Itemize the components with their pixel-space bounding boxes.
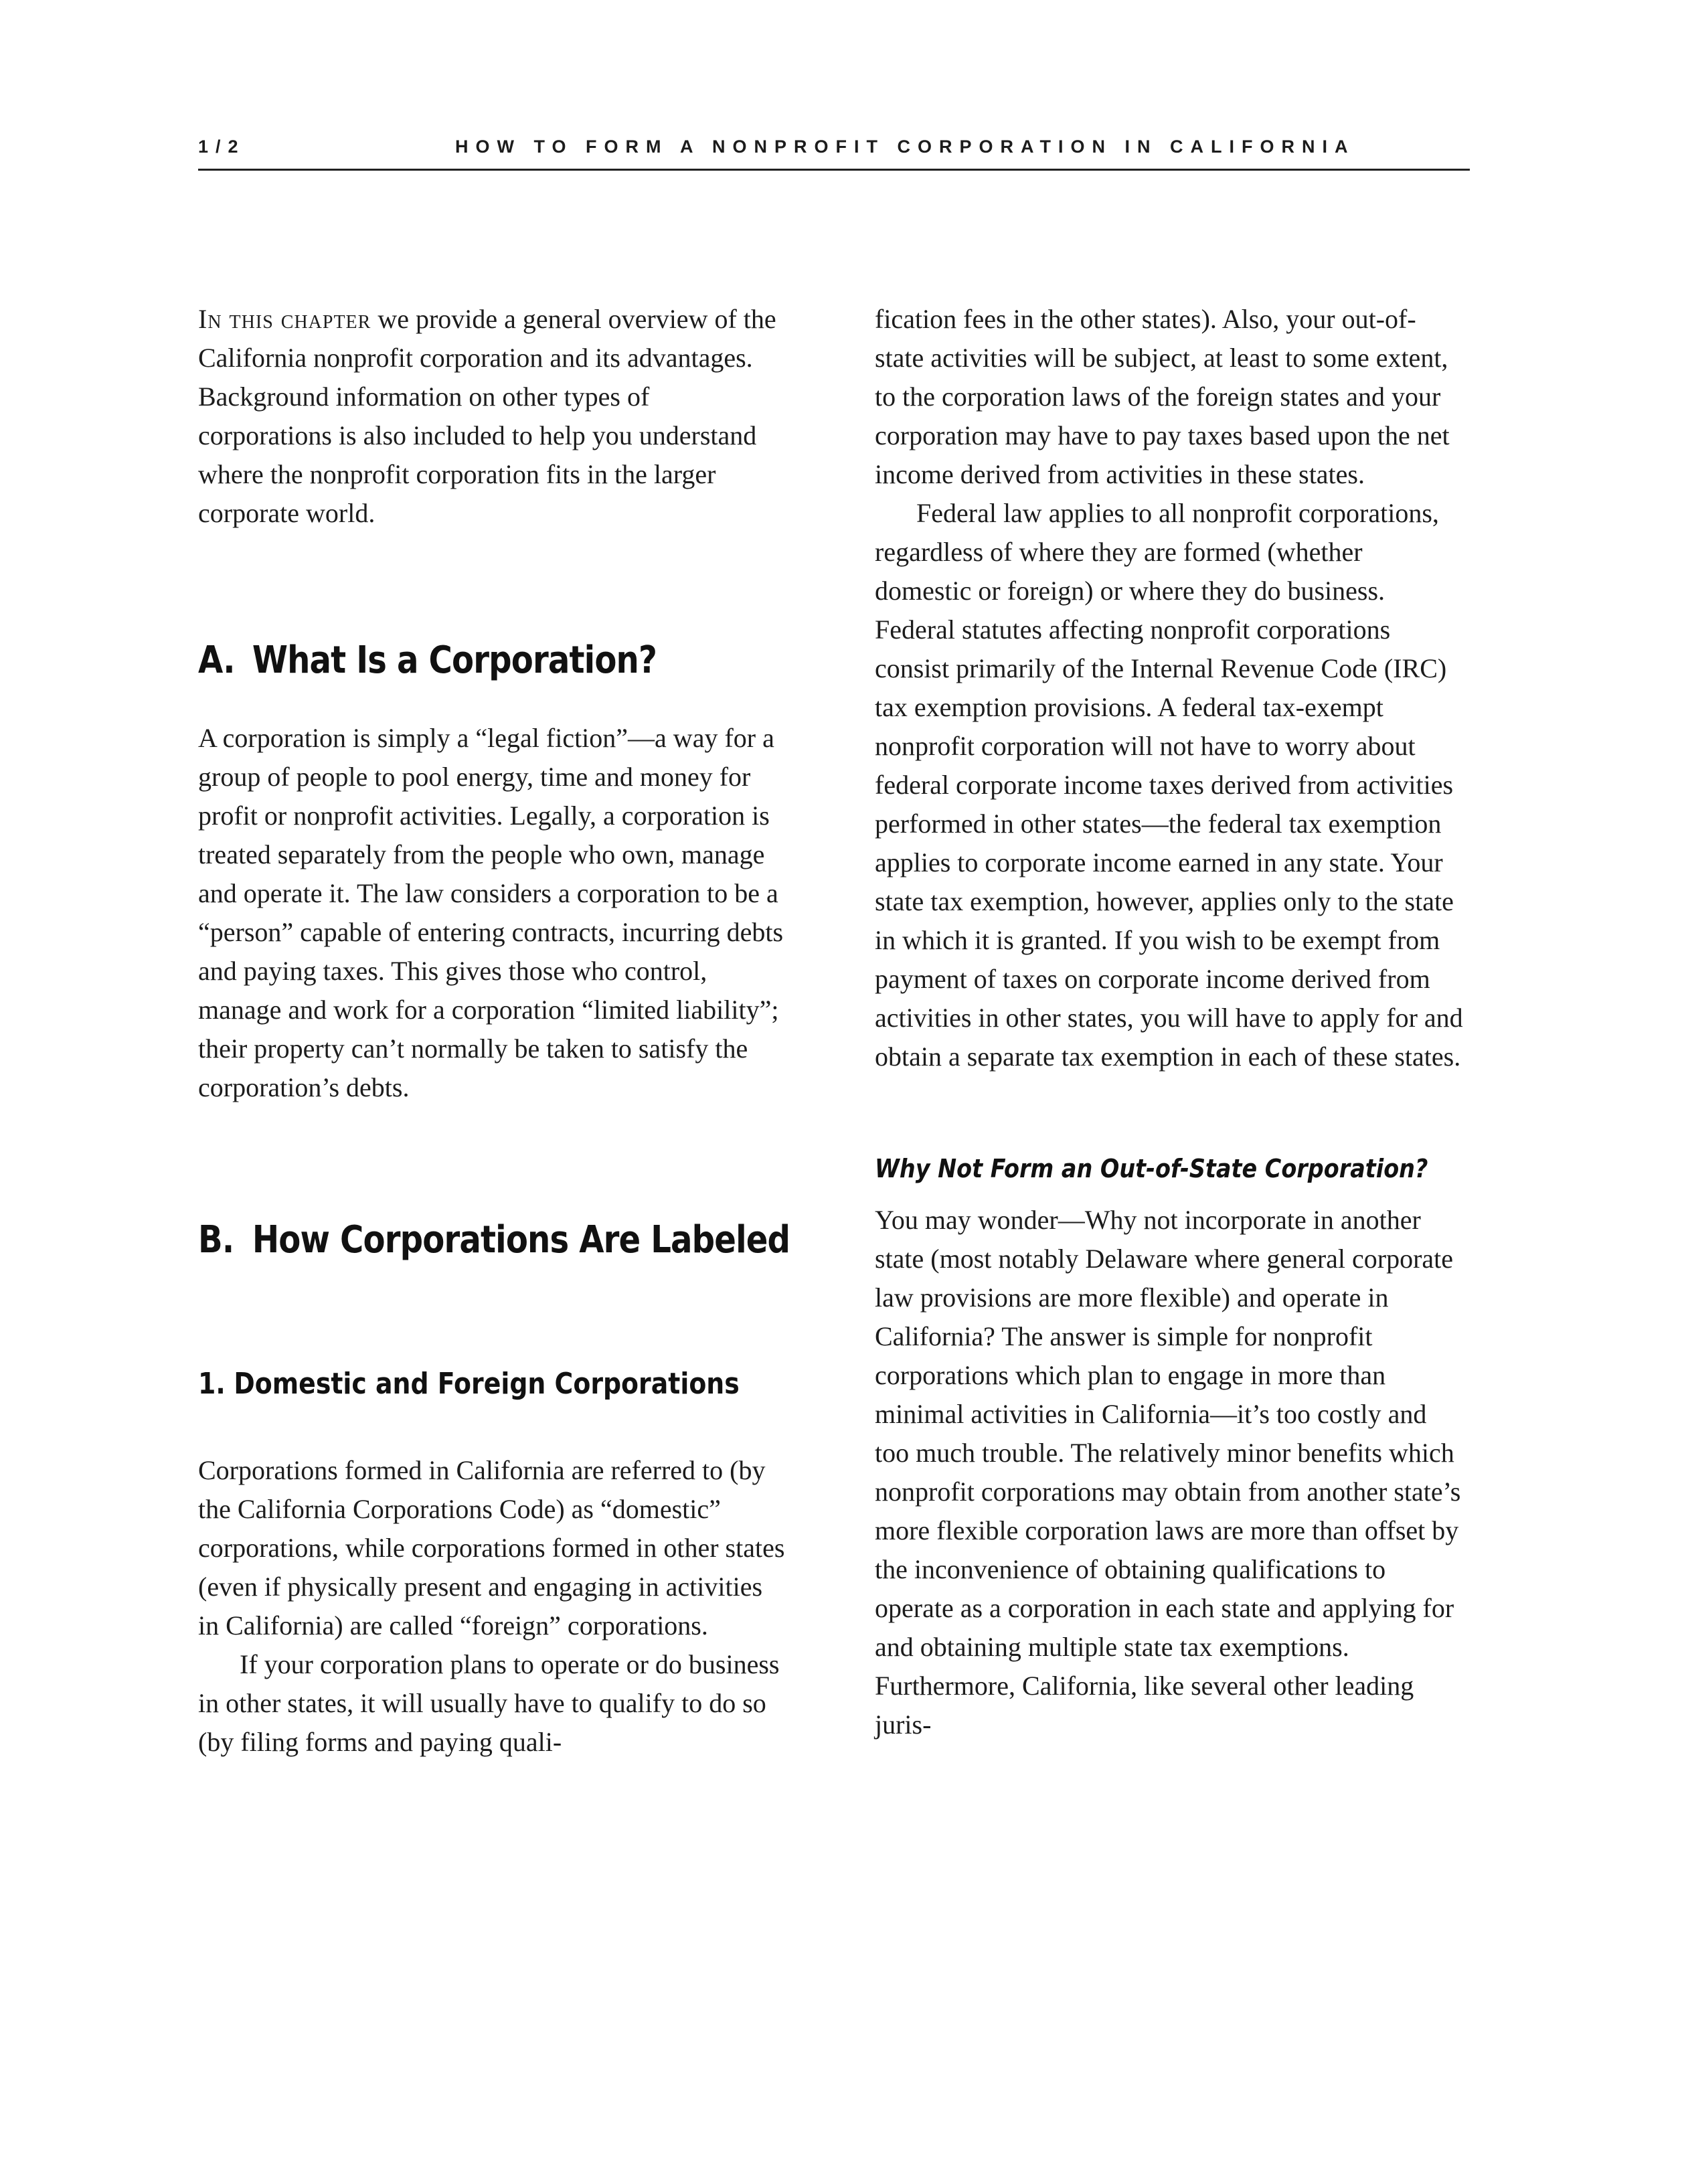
section-a-title: What Is a Corporation? [252,639,657,682]
continued-paragraph: fication fees in the other states). Also, your out-of-state activities will be subject, at least to some extent, to the corporation laws of the foreign states and your corporation may have to pay taxes based upon the net income derived from activities in these states. [875,304,1450,489]
subsection-1-paragraph-2: If your corporation plans to operate or do business in other states, it will usually have to qualify to do so (by filing forms and paying quali- [198,1649,780,1757]
section-a-paragraph: A corporation is simply a “legal fiction”—a way for a group of people to pool energy, time and money for profit or nonprofit activities. Legally, a corporation is treated separately from the people who own, manage and operate it. The law considers a corporation to be a “person” capable of entering contracts, incurring debts and paying taxes. This gives those who control, manage and work for a corporation “limited liability”; their property can’t normally be taken to satisfy the corporation’s debts. [198,723,784,1102]
section-b-title: How Corporations Are Labeled [252,1218,790,1262]
sidebar-heading: Why Not Form an Out-of-State Corporation? [875,1154,1428,1183]
subsection-1-title: Domestic and Foreign Corporations [234,1367,740,1401]
subsection-1-number: 1. [198,1367,226,1401]
right-column [875,300,1464,1744]
intro-paragraph [198,300,787,533]
subsection-1-paragraph-1: Corporations formed in California are referred to (by the California Corporations Code) as “domestic” corporations, while corporations formed in other states (even if physically present and engaging in activities in California) are called “foreign” corporations. [198,1455,785,1641]
page-number: 1/2 [198,137,246,157]
intro-lead: In this chapter [198,304,371,334]
section-b-number: B. [198,1218,234,1262]
book-title: HOW TO FORM A NONPROFIT CORPORATION IN CALIFORNIA [455,137,1355,157]
subsection-1-heading [198,1365,740,1403]
left-column [198,300,790,1762]
intro-text: we provide a general overview of the California nonprofit corporation and its advantages. Background information on other types of corporations is also included to help you understand where the nonprofit corporation fits in the larger corporate world. [198,304,776,528]
federal-law-paragraph: Federal law applies to all nonprofit corporations, regardless of where they are formed (whether domestic or foreign) or where they do business. Federal statutes affecting nonprofit corporations consist primarily of the Internal Revenue Code (IRC) tax exemption provisions. A federal tax-exempt nonprofit corporation will not have to worry about federal corporate income taxes derived from activities performed in other states—the federal tax exemption applies to corporate income earned in any state. Your state tax exemption, however, applies only to the state in which it is granted. If you wish to be exempt from payment of taxes on corporate income derived from activities in other states, you will have to apply for and obtain a separate tax exemption in each of these states. [875,498,1463,1072]
sidebar-paragraph: You may wonder—Why not incorporate in another state (most notably Delaware where general corporate law provisions are more flexible) and operate in California? The answer is simple for nonprofit corporations which plan to engage in more than minimal activities in California—it’s too costly and too much trouble. The relatively minor benefits which nonprofit corporations may obtain from another state’s more flexible corporation laws are more than offset by the inconvenience of obtaining qualifications to operate as a corporation in each state and applying for and obtaining multiple state tax exemptions. Furthermore, California, like several other leading juris- [875,1205,1461,1740]
section-b-heading [198,1217,790,1264]
section-a-number: A. [198,639,235,682]
running-header [198,131,1470,171]
section-a-heading [198,637,705,684]
